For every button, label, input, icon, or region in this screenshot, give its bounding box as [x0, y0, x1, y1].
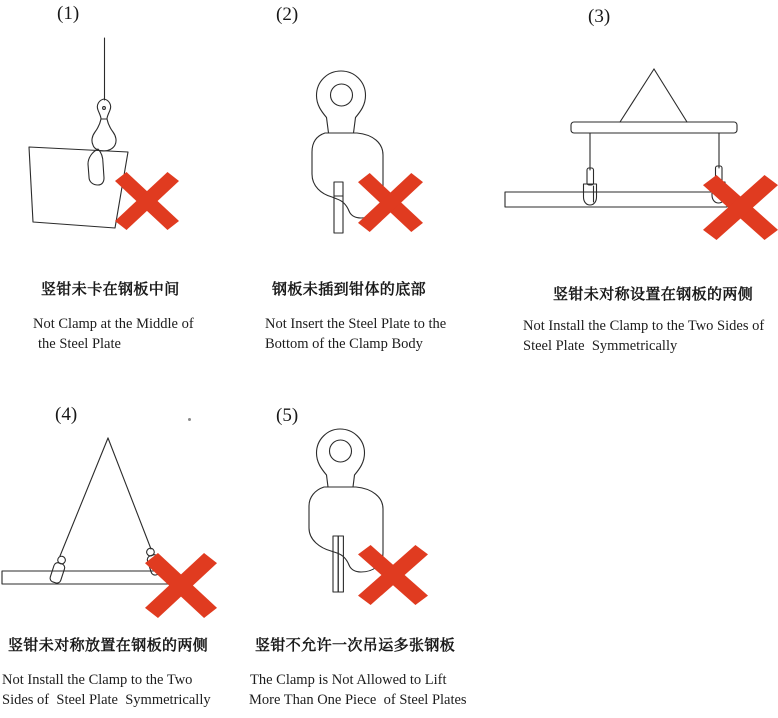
red-x-icon — [358, 173, 423, 232]
panel-1-caption-en-line2: the Steel Plate — [38, 336, 121, 352]
clamp-body-front-view — [312, 71, 383, 218]
clamp-eye — [146, 547, 156, 557]
clamp-body-front-view — [309, 429, 383, 572]
panel-4-caption-en-line2: Sides of Steel Plate Symmetrically — [2, 692, 211, 708]
panel-1-caption-zh: 竖钳未卡在钢板中间 — [41, 282, 180, 298]
sling-triangle — [620, 69, 687, 122]
panel-2-caption-zh: 钢板未插到钳体的底部 — [272, 282, 427, 298]
panel-5-caption-en-line1: The Clamp is Not Allowed to Lift — [250, 672, 447, 688]
panel-3-number: (3) — [588, 6, 611, 27]
clamp-eye — [97, 99, 110, 119]
steel-plate — [505, 192, 727, 207]
clamp-eye-hole — [331, 84, 353, 106]
figure-plate-not-fully-inserted — [295, 58, 445, 243]
panel-3-caption-en-line1: Not Install the Clamp to the Two Sides of — [523, 318, 765, 334]
clamp-upper-body — [92, 119, 116, 151]
panel-4-number: (4) — [55, 404, 78, 425]
steel-plate-1 — [333, 536, 338, 592]
figure-asymmetric-clamps-sling — [0, 428, 235, 628]
panel-1-number: (1) — [57, 3, 80, 24]
steel-plate-2 — [338, 536, 343, 592]
panel-5-number: (5) — [276, 405, 299, 426]
steel-plate — [334, 182, 343, 233]
right-plate-clamp — [144, 547, 163, 576]
panel-3-caption-en-line2: Steel Plate Symmetrically — [523, 338, 678, 354]
steel-plate — [2, 571, 172, 584]
red-x-icon — [145, 553, 217, 618]
clamp-lifting-eye — [317, 429, 365, 487]
figure-asymmetric-clamps-beam — [495, 58, 778, 248]
panel-3-caption-zh: 竖钳未对称设置在钢板的两侧 — [553, 287, 754, 303]
stacked-steel-plates — [333, 536, 343, 592]
vertical-clamp-sketch — [88, 99, 116, 185]
panel-4-caption-zh: 竖钳未对称放置在钢板的两侧 — [8, 638, 209, 654]
left-plate-clamp — [584, 168, 597, 205]
steel-plate — [29, 147, 128, 228]
left-plate-clamp — [49, 555, 68, 584]
panel-2-caption-en-line1: Not Insert the Steel Plate to the — [265, 316, 447, 332]
panel-5-caption-zh: 竖钳不允许一次吊运多张钢板 — [255, 638, 456, 654]
panel-5-caption-en-line2: More Than One Piece of Steel Plates — [249, 692, 467, 708]
sling-triangle — [60, 438, 151, 556]
right-plate-clamp — [712, 166, 725, 203]
clamp-eye-hole — [103, 107, 106, 110]
clamp-eye-hole — [330, 440, 352, 462]
panel-4-caption-en-line1: Not Install the Clamp to the Two — [2, 672, 193, 688]
panel-1-caption-en-line1: Not Clamp at the Middle of — [33, 316, 194, 332]
red-x-icon — [703, 175, 778, 240]
clamp-eye — [57, 555, 67, 565]
panel-2-caption-en-line2: Bottom of the Clamp Body — [265, 336, 423, 352]
clamp-main-body — [309, 487, 383, 572]
panel-2-number: (2) — [276, 4, 299, 25]
figure-multiple-plates-in-clamp — [295, 418, 445, 618]
red-x-icon — [358, 545, 428, 605]
stray-mark — [188, 418, 191, 421]
clamp-main-body — [312, 133, 383, 218]
spreader-beam — [571, 122, 737, 133]
red-x-icon — [115, 172, 179, 230]
clamp-jaw — [88, 149, 104, 185]
clamp-lifting-eye — [317, 71, 366, 133]
figure-clamp-not-centered — [20, 28, 190, 243]
